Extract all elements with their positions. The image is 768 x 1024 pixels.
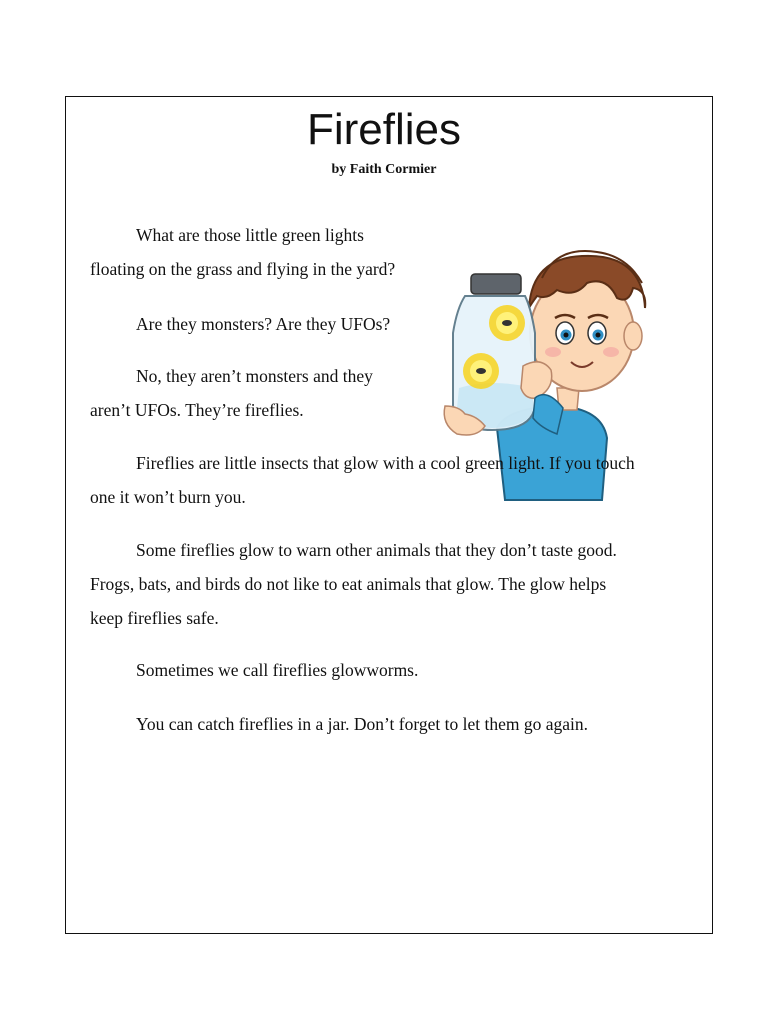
paragraph-2: [90, 307, 390, 341]
paragraph-7: [90, 707, 588, 741]
paragraph-3: [90, 359, 373, 427]
paragraph-line: floating on the grass and flying in the yard?: [90, 259, 396, 279]
paragraph-line: aren’t UFOs. They’re fireflies.: [90, 400, 304, 420]
paragraph-6: [90, 653, 418, 687]
paragraph-line: You can catch fireflies in a jar. Don’t forget to let them go again.: [136, 714, 588, 734]
page-title: Fireflies: [306, 105, 462, 154]
paragraph-line: Some fireflies glow to warn other animals that they don’t taste good.: [136, 540, 617, 560]
byline: by Faith Cormier: [331, 162, 437, 177]
paragraph-line: What are those little green lights: [136, 225, 364, 245]
paragraph-4: [90, 446, 635, 514]
paragraph-line: No, they aren’t monsters and they: [136, 366, 373, 386]
paragraph-line: Sometimes we call fireflies glowworms.: [136, 660, 419, 680]
paragraph-line: keep fireflies safe.: [90, 608, 219, 628]
paragraph-line: Are they monsters? Are they UFOs?: [136, 314, 391, 334]
paragraph-line: Fireflies are little insects that glow with a cool green light. If you touch: [136, 453, 635, 473]
paragraph-1: [90, 218, 395, 286]
paragraph-line: one it won’t burn you.: [90, 487, 246, 507]
paragraph-line: Frogs, bats, and birds do not like to eat animals that glow. The glow helps: [90, 574, 607, 594]
paragraph-5: [90, 533, 617, 635]
